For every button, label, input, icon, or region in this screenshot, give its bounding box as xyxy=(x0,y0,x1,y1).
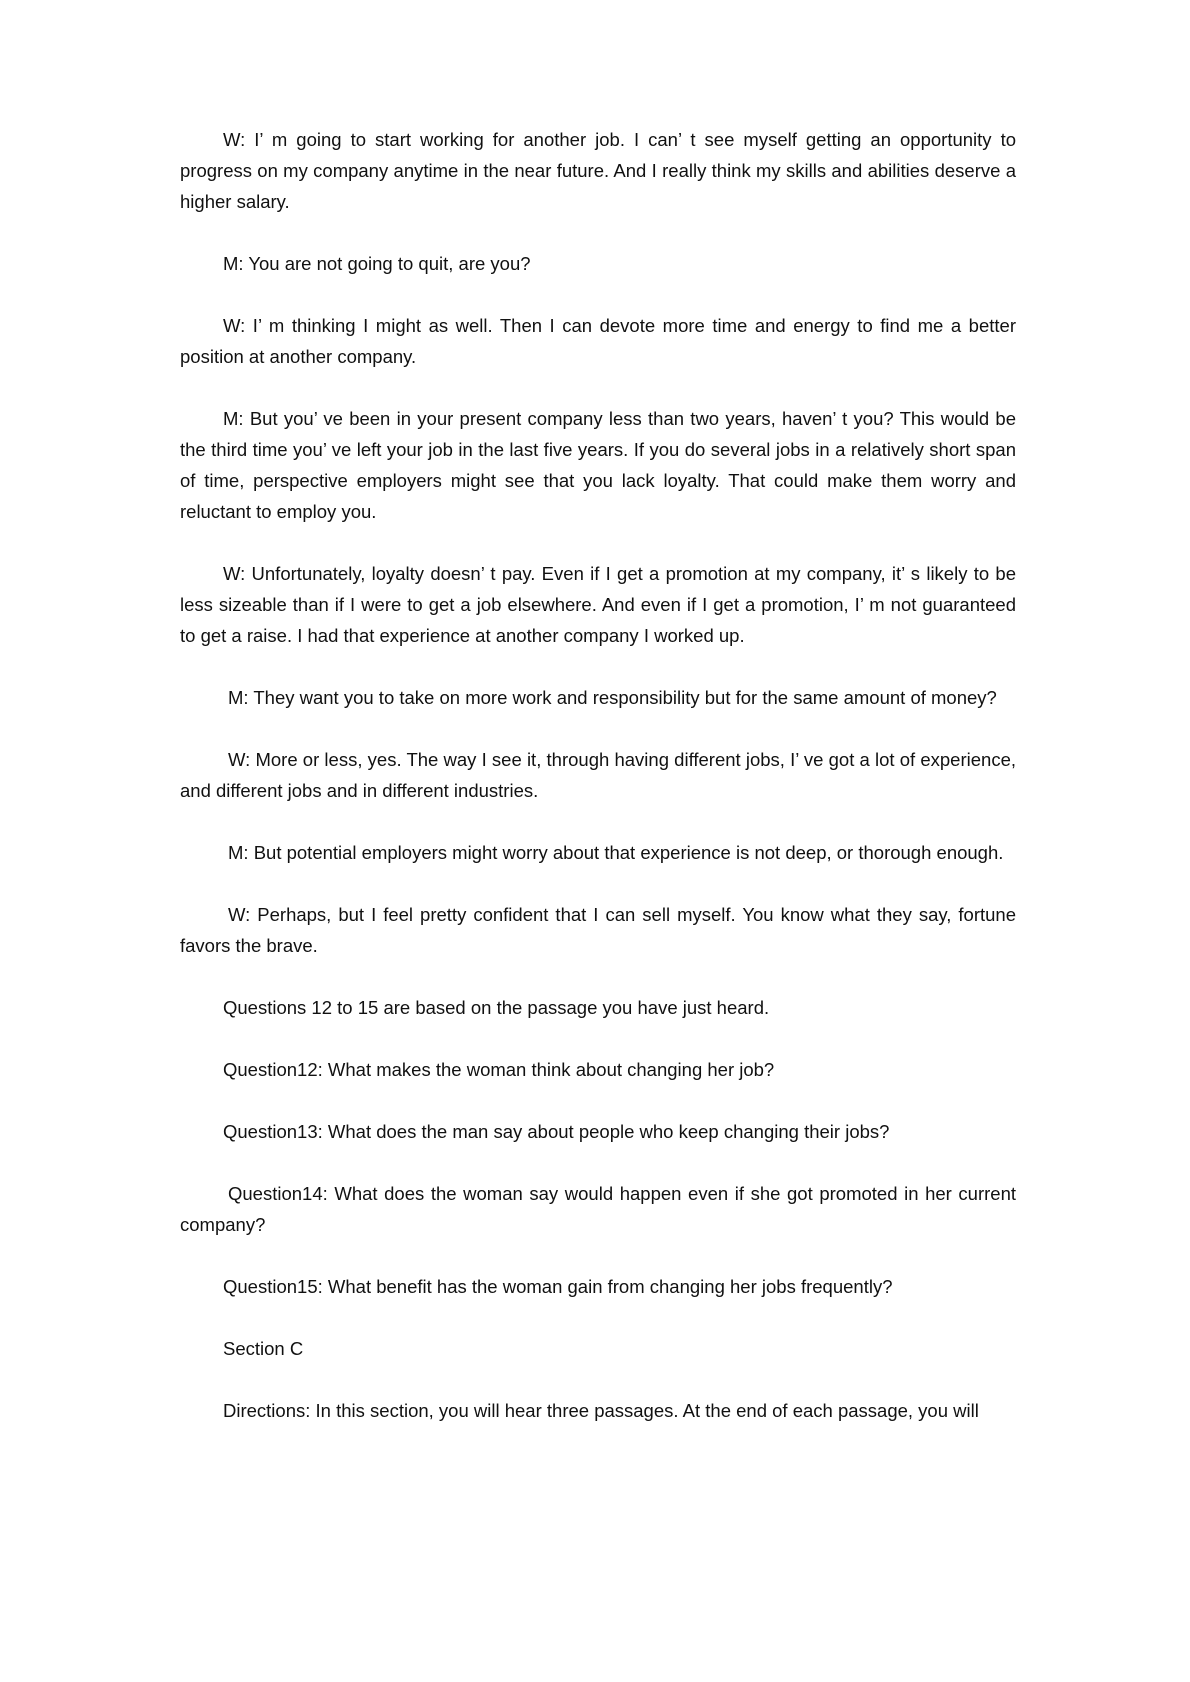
paragraph-w-new-job: W: I’ m going to start working for another job. I can’ t see myself getting an opportunity to progress on my company anytime in the near future. And I really think my skills and abilities deserve a higher salary. xyxy=(180,129,1016,212)
paragraph-m-potential-employers: M: But potential employers might worry about that experience is not deep, or thorough enough. xyxy=(228,842,1004,863)
paragraph-w-confident: W: Perhaps, but I feel pretty confident that I can sell myself. You know what they say, fortune favors the brave. xyxy=(180,904,1016,956)
paragraph-questions-intro: Questions 12 to 15 are based on the passage you have just heard. xyxy=(223,997,770,1018)
paragraph-m-quit: M: You are not going to quit, are you? xyxy=(223,253,531,274)
paragraph-question-15: Question15: What benefit has the woman gain from changing her jobs frequently? xyxy=(223,1276,893,1297)
paragraph-question-12: Question12: What makes the woman think about changing her job? xyxy=(223,1059,775,1080)
paragraph-directions: Directions: In this section, you will hear three passages. At the end of each passage, you will xyxy=(223,1400,979,1421)
paragraph-m-more-work: M: They want you to take on more work and responsibility but for the same amount of money? xyxy=(228,687,997,708)
paragraph-question-13: Question13: What does the man say about people who keep changing their jobs? xyxy=(223,1121,890,1142)
paragraph-w-experience: W: More or less, yes. The way I see it, through having different jobs, I’ ve got a lot of experience, and different jobs and in different industries. xyxy=(180,749,1016,801)
paragraph-question-14: Question14: What does the woman say would happen even if she got promoted in her current company? xyxy=(180,1183,1016,1235)
section-heading: Section C xyxy=(223,1338,304,1359)
document-body xyxy=(180,124,1016,1457)
paragraph-w-loyalty-pay: W: Unfortunately, loyalty doesn’ t pay. Even if I get a promotion at my company, it’ s likely to be less sizeable than if I were to get a job elsewhere. And even if I get a promotion, I’ m not guaranteed to get a raise. I had that experience at another company I worked up. xyxy=(180,563,1016,646)
paragraph-m-loyalty: M: But you’ ve been in your present company less than two years, haven’ t you? This would be the third time you’ ve left your job in the last five years. If you do several jobs in a relatively short span of time, perspective employers might see that you lack loyalty. That could make them worry and reluctant to employ you. xyxy=(180,408,1016,522)
paragraph-w-thinking: W: I’ m thinking I might as well. Then I can devote more time and energy to find me a better position at another company. xyxy=(180,315,1016,367)
